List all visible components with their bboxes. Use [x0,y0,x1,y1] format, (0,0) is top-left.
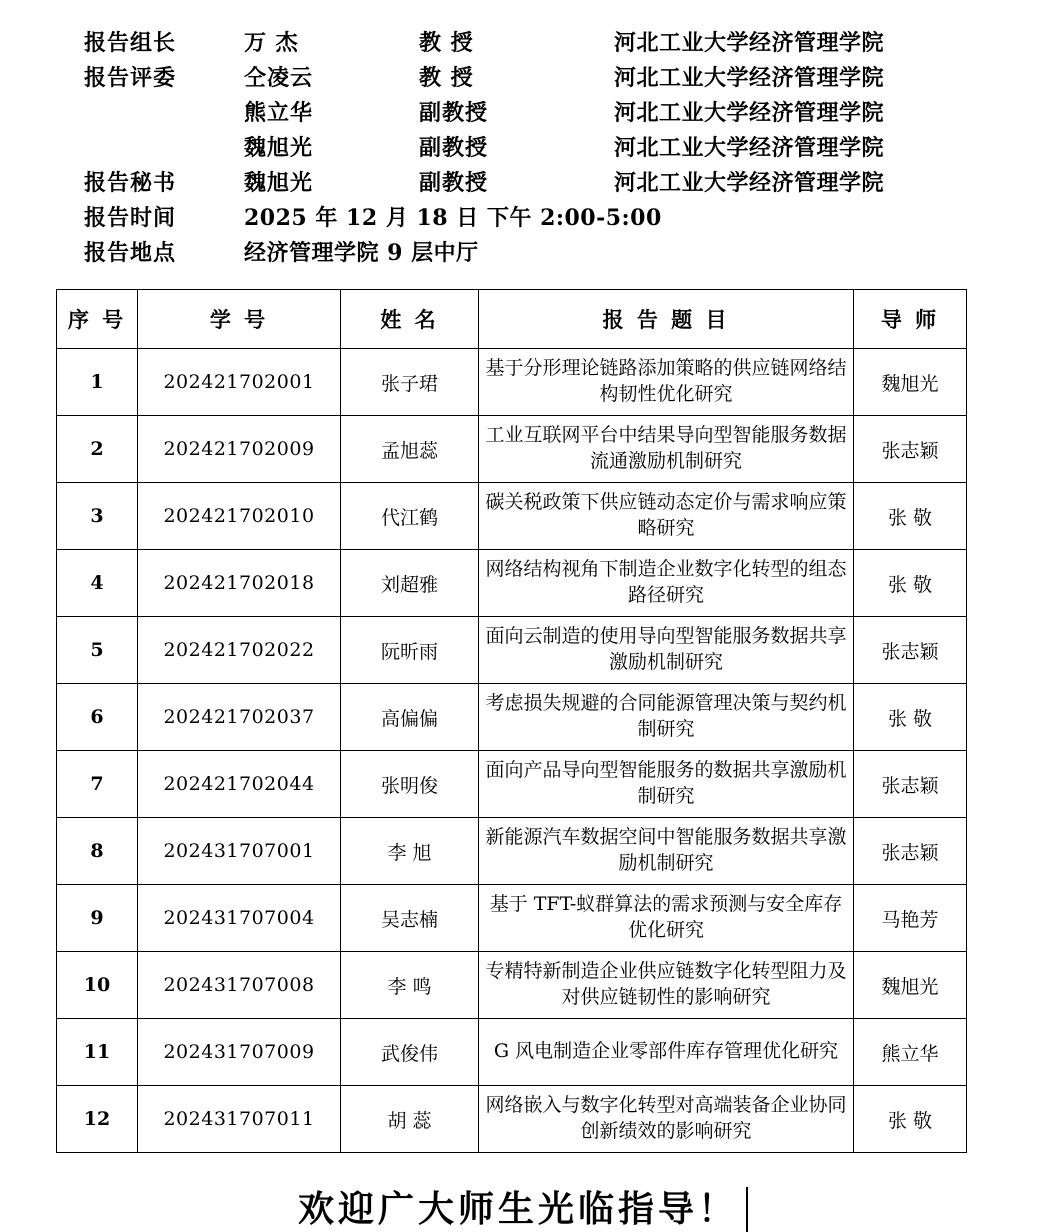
cell-name: 刘超雅 [341,550,479,617]
cell-index: 1 [57,349,138,416]
cell-index: 11 [57,1019,138,1086]
cell-advisor: 张 敬 [854,684,967,751]
cell-name: 孟旭蕊 [341,416,479,483]
info-row-judge-1 [84,61,990,96]
table-header [57,290,967,349]
table-row [57,550,967,617]
cell-index: 5 [57,617,138,684]
cell-student-id: 202421702044 [138,751,341,818]
cell-advisor: 张 敬 [854,483,967,550]
cell-index: 4 [57,550,138,617]
table-row [57,1019,967,1086]
info-person-name: 魏旭光 [244,170,314,196]
cell-name: 胡 蕊 [341,1086,479,1153]
info-row-secretary [84,166,990,201]
info-person-title: 副教授 [419,100,489,126]
info-label-time: 报告时间 [84,205,177,231]
info-row-judge-3 [84,131,990,166]
column-header-name: 姓 名 [341,290,479,349]
cell-index: 12 [57,1086,138,1153]
info-person-name: 熊立华 [244,100,314,126]
cell-index: 10 [57,952,138,1019]
cell-index: 7 [57,751,138,818]
cell-index: 3 [57,483,138,550]
cell-topic: 工业互联网平台中结果导向型智能服务数据流通激励机制研究 [479,416,854,483]
info-person-name: 仝凌云 [244,65,314,91]
info-row-time [84,201,990,236]
cell-topic: 面向产品导向型智能服务的数据共享激励机制研究 [479,751,854,818]
info-organization: 河北工业大学经济管理学院 [614,30,885,56]
welcome-message: 欢迎广大师生光临指导！ [298,1187,748,1232]
table-row [57,885,967,952]
info-label: 报告秘书 [84,170,177,196]
cell-student-id: 202431707004 [138,885,341,952]
cell-topic: 基于分形理论链路添加策略的供应链网络结构韧性优化研究 [479,349,854,416]
cell-index: 9 [57,885,138,952]
cell-name: 张子珺 [341,349,479,416]
table-row [57,1086,967,1153]
info-organization: 河北工业大学经济管理学院 [614,100,885,126]
cell-student-id: 202421702010 [138,483,341,550]
table-row [57,684,967,751]
cell-advisor: 张志颖 [854,818,967,885]
info-value-time: 2025 年 12 月 18 日 下午 2:00-5:00 [244,205,662,231]
cell-advisor: 张志颖 [854,617,967,684]
info-person-title: 教 授 [419,30,474,56]
cell-topic: 面向云制造的使用导向型智能服务数据共享激励机制研究 [479,617,854,684]
cell-name: 张明俊 [341,751,479,818]
table-body [57,349,967,1153]
cell-advisor: 张志颖 [854,751,967,818]
cell-student-id: 202431707008 [138,952,341,1019]
table-header-row [57,290,967,349]
cell-student-id: 202431707011 [138,1086,341,1153]
info-organization: 河北工业大学经济管理学院 [614,65,885,91]
column-header-topic: 报 告 题 目 [479,290,854,349]
cell-name: 高偏偏 [341,684,479,751]
table-row [57,818,967,885]
table-row [57,751,967,818]
cell-name: 武俊伟 [341,1019,479,1086]
cell-topic: 网络嵌入与数字化转型对高端装备企业协同创新绩效的影响研究 [479,1086,854,1153]
header-info-block [84,26,990,271]
info-person-name: 万 杰 [244,30,299,56]
cell-index: 8 [57,818,138,885]
cell-name: 李 旭 [341,818,479,885]
cell-topic: 新能源汽车数据空间中智能服务数据共享激励机制研究 [479,818,854,885]
info-value-place: 经济管理学院 9 层中厅 [244,240,479,266]
cell-advisor: 熊立华 [854,1019,967,1086]
cell-student-id: 202431707001 [138,818,341,885]
table-row [57,416,967,483]
info-person-name: 魏旭光 [244,135,314,161]
info-person-title: 副教授 [419,135,489,161]
table-row [57,617,967,684]
cell-student-id: 202421702022 [138,617,341,684]
cell-student-id: 202421702001 [138,349,341,416]
info-person-title: 副教授 [419,170,489,196]
info-label: 报告组长 [84,30,177,56]
cell-name: 李 鸣 [341,952,479,1019]
cell-student-id: 202421702009 [138,416,341,483]
cell-name: 吴志楠 [341,885,479,952]
cell-topic: 基于 TFT-蚁群算法的需求预测与安全库存优化研究 [479,885,854,952]
cell-topic: 网络结构视角下制造企业数字化转型的组态路径研究 [479,550,854,617]
table-row [57,349,967,416]
cell-name: 阮昕雨 [341,617,479,684]
info-label-place: 报告地点 [84,240,177,266]
cell-topic: 专精特新制造企业供应链数字化转型阻力及对供应链韧性的影响研究 [479,952,854,1019]
report-schedule-table [56,289,967,1153]
cell-advisor: 魏旭光 [854,952,967,1019]
cell-topic: 碳关税政策下供应链动态定价与需求响应策略研究 [479,483,854,550]
column-header-student-id: 学 号 [138,290,341,349]
column-header-advisor: 导 师 [854,290,967,349]
cell-student-id: 202421702037 [138,684,341,751]
cell-student-id: 202431707009 [138,1019,341,1086]
cell-index: 2 [57,416,138,483]
cell-topic: 考虑损失规避的合同能源管理决策与契约机制研究 [479,684,854,751]
cell-student-id: 202421702018 [138,550,341,617]
cell-topic: G 风电制造企业零部件库存管理优化研究 [479,1019,854,1086]
column-header-index: 序 号 [57,290,138,349]
cell-advisor: 张志颖 [854,416,967,483]
info-organization: 河北工业大学经济管理学院 [614,135,885,161]
footer-block [56,1187,990,1232]
table-row [57,483,967,550]
cell-advisor: 张 敬 [854,550,967,617]
info-person-title: 教 授 [419,65,474,91]
info-organization: 河北工业大学经济管理学院 [614,170,885,196]
cell-name: 代江鹤 [341,483,479,550]
cell-index: 6 [57,684,138,751]
info-row-group-leader [84,26,990,61]
table-row [57,952,967,1019]
cell-advisor: 张 敬 [854,1086,967,1153]
cell-advisor: 魏旭光 [854,349,967,416]
info-label: 报告评委 [84,65,177,91]
cell-advisor: 马艳芳 [854,885,967,952]
info-row-judge-2 [84,96,990,131]
info-row-place [84,236,990,271]
